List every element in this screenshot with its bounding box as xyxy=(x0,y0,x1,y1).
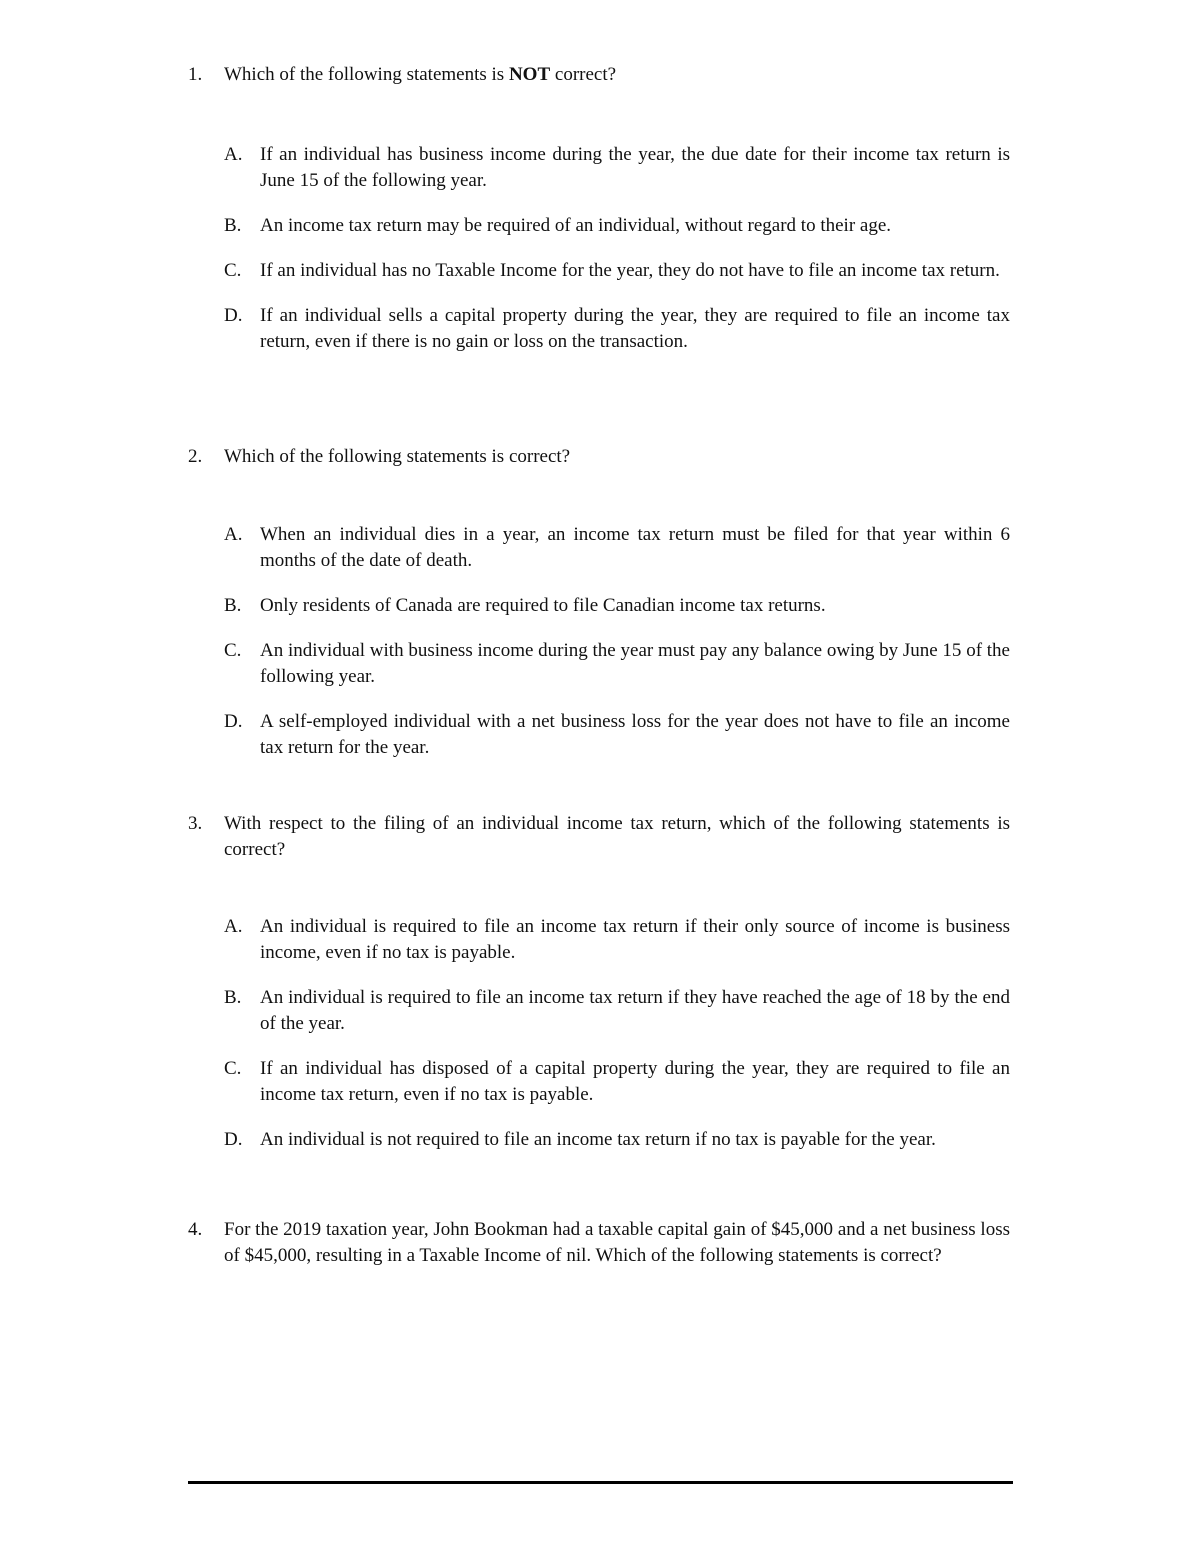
question-text: With respect to the filing of an individual income tax return, which of the following statements is correct? xyxy=(224,813,1010,860)
answer-option-a xyxy=(224,522,1010,574)
question-number: 3. xyxy=(188,813,203,834)
option-text: An individual with business income during the year must pay any balance owing by June 15 of the following year. xyxy=(260,640,1010,687)
option-text: If an individual sells a capital property during the year, they are required to file an income tax return, even if there is no gain or loss on the transaction. xyxy=(260,305,1010,352)
emphasis-text: NOT xyxy=(508,64,551,85)
option-text: An individual is required to file an income tax return if their only source of income is business income, even if no tax is payable. xyxy=(260,916,1010,963)
question-text-part: correct? xyxy=(550,64,617,85)
option-letter: A. xyxy=(224,916,243,937)
option-letter: D. xyxy=(224,305,243,326)
option-text: When an individual dies in a year, an income tax return must be filed for that year within 6 months of the date of death. xyxy=(260,524,1010,571)
question-stem xyxy=(188,1217,1010,1269)
answer-option-b xyxy=(224,213,1010,239)
question-3 xyxy=(188,811,1010,1150)
answer-options xyxy=(224,142,1010,374)
option-letter: A. xyxy=(224,144,243,165)
question-text-part: Which of the following statements is xyxy=(224,64,509,85)
option-text: A self-employed individual with a net business loss for the year does not have to file an income tax return for the year. xyxy=(260,711,1010,758)
answer-option-c xyxy=(224,258,1010,284)
option-text: If an individual has disposed of a capital property during the year, they are required to file an income tax return, even if no tax is payable. xyxy=(260,1058,1010,1105)
answer-option-c xyxy=(224,638,1010,690)
option-letter: C. xyxy=(224,640,242,661)
answer-option-d xyxy=(224,1127,1010,1153)
question-1 xyxy=(188,62,1010,352)
option-letter: B. xyxy=(224,987,242,1008)
option-letter: C. xyxy=(224,260,242,281)
question-stem xyxy=(188,444,1010,470)
question-text: For the 2019 taxation year, John Bookman had a taxable capital gain of $45,000 and a net business loss of $45,000, resulting in a Taxable Income of nil. Which of the following statements is correct? xyxy=(224,1219,1010,1266)
question-text xyxy=(224,64,616,85)
option-letter: D. xyxy=(224,711,243,732)
option-text: If an individual has no Taxable Income for the year, they do not have to file an income tax return. xyxy=(260,260,1000,281)
option-letter: C. xyxy=(224,1058,242,1079)
answer-option-a xyxy=(224,142,1010,194)
option-text: An individual is not required to file an income tax return if no tax is payable for the year. xyxy=(260,1129,936,1150)
option-text: An income tax return may be required of an individual, without regard to their age. xyxy=(260,215,892,236)
option-letter: D. xyxy=(224,1129,243,1150)
option-text: Only residents of Canada are required to file Canadian income tax returns. xyxy=(260,595,826,616)
option-letter: B. xyxy=(224,215,242,236)
question-number: 1. xyxy=(188,64,203,85)
answer-option-d xyxy=(224,303,1010,355)
answer-option-c xyxy=(224,1056,1010,1108)
footer-divider xyxy=(188,1481,1013,1484)
option-text: If an individual has business income during the year, the due date for their income tax return is June 15 of the following year. xyxy=(260,144,1010,191)
answer-option-b xyxy=(224,985,1010,1037)
question-number: 2. xyxy=(188,446,203,467)
answer-option-d xyxy=(224,709,1010,761)
question-2 xyxy=(188,444,1010,758)
answer-option-a xyxy=(224,914,1010,966)
question-number: 4. xyxy=(188,1219,203,1240)
option-text: An individual is required to file an income tax return if they have reached the age of 18 by the end of the year. xyxy=(260,987,1010,1034)
answer-options xyxy=(224,914,1010,1172)
option-letter: A. xyxy=(224,524,243,545)
answer-options xyxy=(224,522,1010,780)
question-4 xyxy=(188,1217,1010,1269)
option-letter: B. xyxy=(224,595,242,616)
question-text: Which of the following statements is correct? xyxy=(224,446,571,467)
answer-option-b xyxy=(224,593,1010,619)
question-stem xyxy=(188,62,1010,88)
question-stem xyxy=(188,811,1010,863)
